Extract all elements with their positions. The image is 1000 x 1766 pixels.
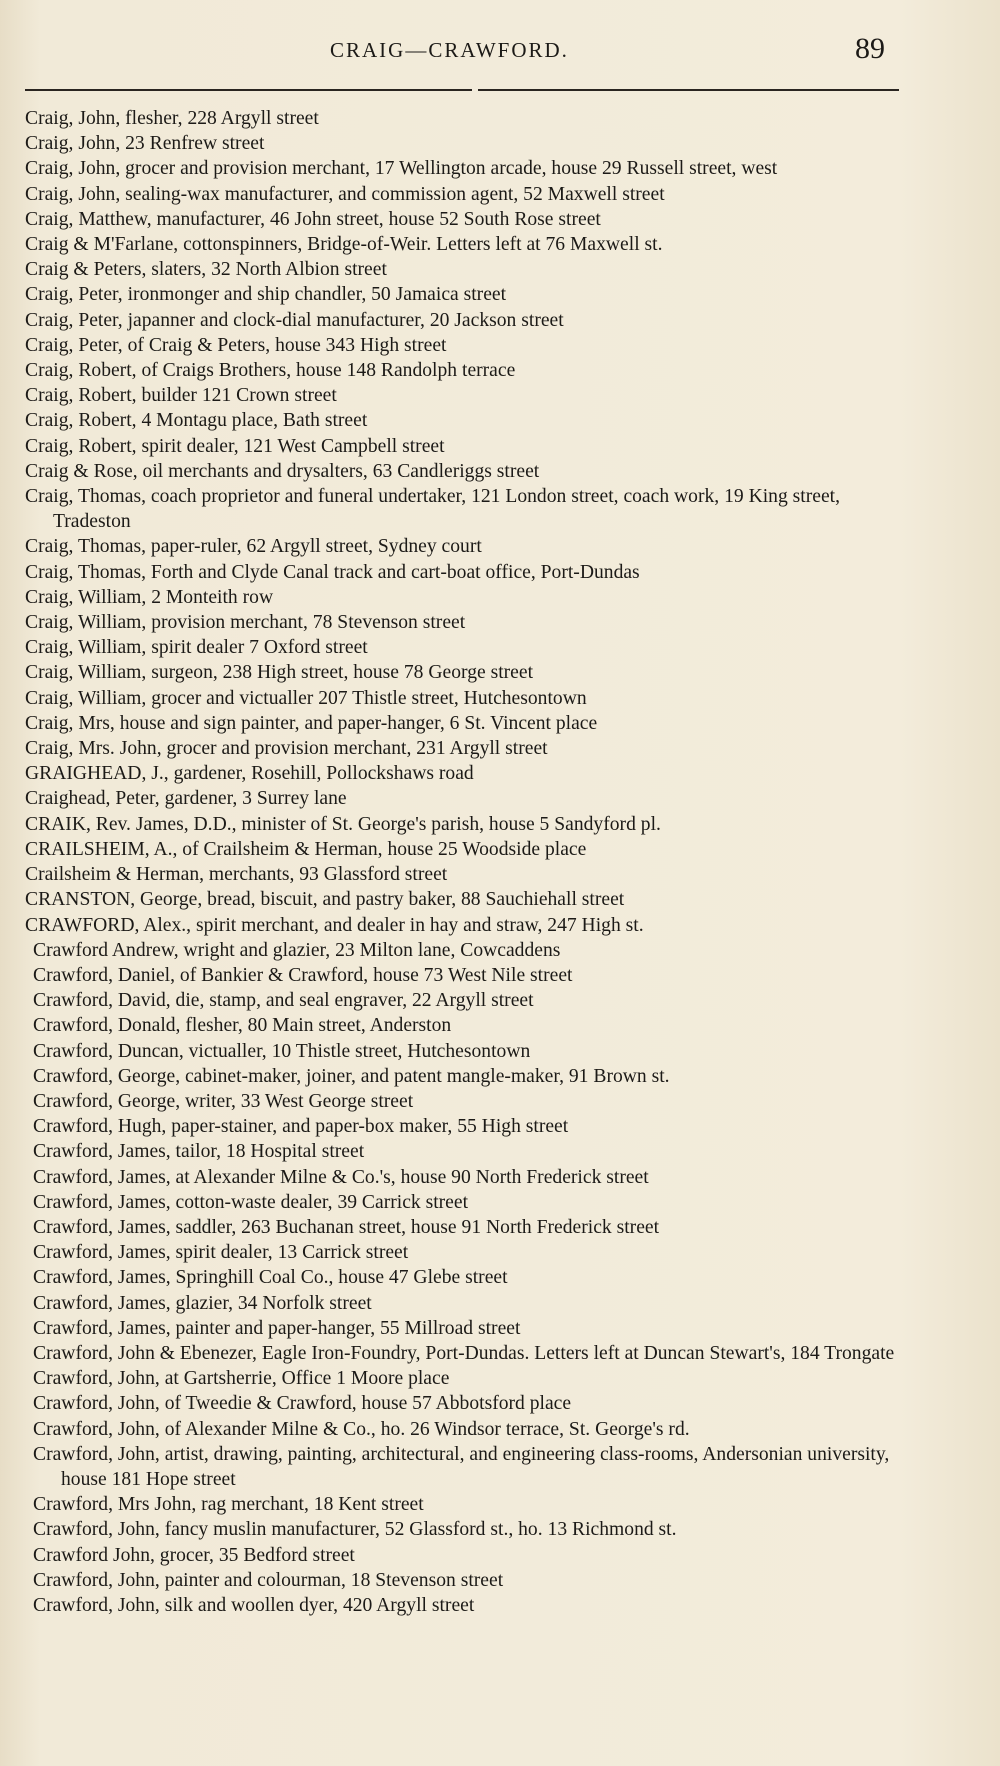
- directory-entry: Craig, William, grocer and victualler 207 Thistle street, Hutchesontown: [25, 687, 587, 709]
- directory-entry: Craig, Thomas, coach proprietor and funeral undertaker, 121 London street, coach work, 19 King street, Tradeston: [25, 486, 840, 533]
- directory-entry: Craig, Mrs, house and sign painter, and paper-hanger, 6 St. Vincent place: [25, 712, 598, 734]
- directory-entry: Crawford, John & Ebenezer, Eagle Iron-Foundry, Port-Dundas. Letters left at Duncan Stewart's, 184 Trongate: [33, 1342, 895, 1364]
- directory-entry: Crawford, John, of Tweedie & Crawford, house 57 Abbotsford place: [33, 1393, 572, 1415]
- directory-entry: Crawford, Duncan, victualler, 10 Thistle street, Hutchesontown: [33, 1040, 531, 1062]
- directory-entry: CRAIK, Rev. James, D.D., minister of St. George's parish, house 5 Sandyford pl.: [25, 813, 661, 835]
- directory-entry: Craig & Rose, oil merchants and drysalters, 63 Candleriggs street: [25, 460, 540, 482]
- directory-entry: Crawford, John, of Alexander Milne & Co., ho. 26 Windsor terrace, St. George's rd.: [33, 1418, 690, 1440]
- directory-entry: Craig, Mrs. John, grocer and provision merchant, 231 Argyll street: [25, 738, 548, 760]
- directory-entry: Craig, William, 2 Monteith row: [25, 586, 274, 608]
- directory-entry: Crawford John, grocer, 35 Bedford street: [33, 1544, 355, 1566]
- header-rule-right: [478, 89, 899, 91]
- directory-entry: Craig, John, sealing-wax manufacturer, and commission agent, 52 Maxwell street: [25, 183, 665, 205]
- directory-entry: CRAWFORD, Alex., spirit merchant, and dealer in hay and straw, 247 High st.: [25, 914, 644, 936]
- directory-entry: Crawford, James, spirit dealer, 13 Carrick street: [33, 1242, 409, 1264]
- directory-entry: Crawford, George, cabinet-maker, joiner, and patent mangle-maker, 91 Brown st.: [33, 1065, 670, 1087]
- directory-entry: Crawford, John, at Gartsherrie, Office 1 Moore place: [33, 1368, 450, 1390]
- directory-entry: Crawford, Donald, flesher, 80 Main street, Anderston: [33, 1015, 452, 1037]
- directory-entry: Craig, Robert, builder 121 Crown street: [25, 385, 337, 407]
- directory-entry: Craig, Robert, of Craigs Brothers, house 148 Randolph terrace: [25, 360, 516, 382]
- directory-entry: Crawford, James, glazier, 34 Norfolk street: [33, 1292, 372, 1314]
- directory-entry: Crawford, David, die, stamp, and seal engraver, 22 Argyll street: [33, 990, 534, 1012]
- directory-entry: Craig, William, provision merchant, 78 Stevenson street: [25, 612, 466, 634]
- directory-entry: Craig, Matthew, manufacturer, 46 John street, house 52 South Rose street: [25, 208, 601, 230]
- directory-entry: Craighead, Peter, gardener, 3 Surrey lane: [25, 788, 347, 810]
- directory-entry: CRAILSHEIM, A., of Crailsheim & Herman, house 25 Woodside place: [25, 838, 587, 860]
- directory-entry: Crawford, James, saddler, 263 Buchanan street, house 91 North Frederick street: [33, 1216, 660, 1238]
- directory-entry: Craig, Thomas, Forth and Clyde Canal track and cart-boat office, Port-Dundas: [25, 561, 640, 583]
- directory-entry: Crawford, James, cotton-waste dealer, 39 Carrick street: [33, 1191, 469, 1213]
- directory-entry: Crawford, John, fancy muslin manufacturer, 52 Glassford st., ho. 13 Richmond st.: [33, 1519, 677, 1541]
- directory-entries: [25, 106, 920, 1618]
- directory-entry: Craig, Robert, spirit dealer, 121 West Campbell street: [25, 435, 445, 457]
- directory-entry: Crawford, James, Springhill Coal Co., house 47 Glebe street: [33, 1267, 508, 1289]
- directory-entry: Crawford, Hugh, paper-stainer, and paper-box maker, 55 High street: [33, 1116, 569, 1138]
- directory-entry: Craig, John, grocer and provision merchant, 17 Wellington arcade, house 29 Russell street, west: [25, 158, 778, 180]
- directory-entry: Craig, Peter, of Craig & Peters, house 343 High street: [25, 334, 447, 356]
- directory-entry: Crawford, John, artist, drawing, painting, architectural, and engineering class-rooms, Andersonian university, house 181 Hope street: [33, 1443, 890, 1490]
- directory-entry: GRAIGHEAD, J., gardener, Rosehill, Pollockshaws road: [25, 763, 474, 785]
- directory-entry: Craig, Peter, ironmonger and ship chandler, 50 Jamaica street: [25, 284, 507, 306]
- directory-entry: Craig & Peters, slaters, 32 North Albion street: [25, 259, 387, 281]
- directory-entry: Crailsheim & Herman, merchants, 93 Glassford street: [25, 864, 448, 886]
- directory-entry: Craig, William, spirit dealer 7 Oxford street: [25, 637, 368, 659]
- directory-entry: Crawford, Daniel, of Bankier & Crawford, house 73 West Nile street: [33, 964, 573, 986]
- directory-entry: Craig, Peter, japanner and clock-dial manufacturer, 20 Jackson street: [25, 309, 564, 331]
- directory-entry: Crawford, James, tailor, 18 Hospital street: [33, 1141, 365, 1163]
- running-title: CRAIG—CRAWFORD.: [330, 38, 569, 62]
- directory-entry: Craig, William, surgeon, 238 High street, house 78 George street: [25, 662, 534, 684]
- directory-entry: Crawford, James, painter and paper-hanger, 55 Millroad street: [33, 1317, 521, 1339]
- directory-entry: Crawford, George, writer, 33 West George street: [33, 1090, 414, 1112]
- directory-entry: Crawford, James, at Alexander Milne & Co.'s, house 90 North Frederick street: [33, 1166, 649, 1188]
- page-number: 89: [855, 32, 885, 65]
- directory-entry: Craig, Robert, 4 Montagu place, Bath street: [25, 410, 368, 432]
- directory-entry: Crawford, John, painter and colourman, 18 Stevenson street: [33, 1569, 504, 1591]
- directory-entry: Craig, John, 23 Renfrew street: [25, 133, 265, 155]
- directory-entry: Crawford, John, silk and woollen dyer, 420 Argyll street: [33, 1594, 475, 1616]
- directory-entry: CRANSTON, George, bread, biscuit, and pastry baker, 88 Sauchiehall street: [25, 889, 625, 911]
- directory-entry: Crawford, Mrs John, rag merchant, 18 Kent street: [33, 1494, 424, 1516]
- directory-entry: Craig & M'Farlane, cottonspinners, Bridge-of-Weir. Letters left at 76 Maxwell st.: [25, 234, 663, 256]
- header-rule-left: [25, 89, 472, 91]
- page-header: [0, 30, 1000, 70]
- directory-entry: Craig, John, flesher, 228 Argyll street: [25, 108, 319, 129]
- directory-entry: Craig, Thomas, paper-ruler, 62 Argyll street, Sydney court: [25, 536, 482, 558]
- directory-entry: Crawford Andrew, wright and glazier, 23 Milton lane, Cowcaddens: [33, 939, 561, 961]
